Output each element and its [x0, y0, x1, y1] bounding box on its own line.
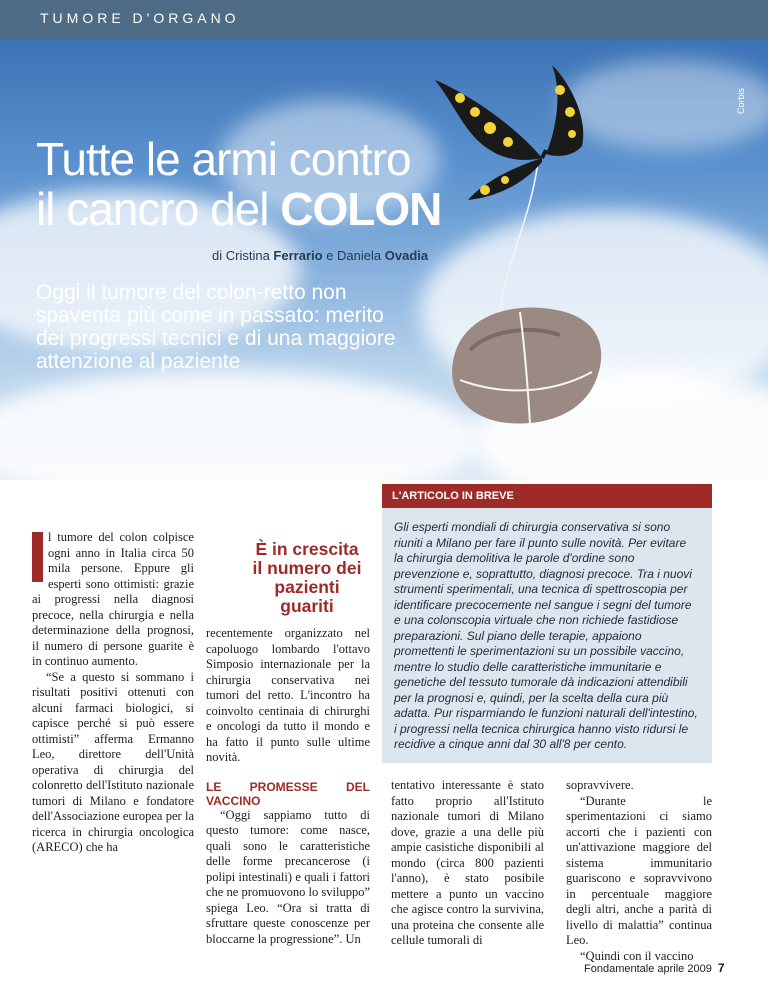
title-line-1: Tutte le armi contro — [36, 133, 411, 185]
col1-paragraph-2: “Se a questo si sommano i risultati positivi ottenuti con alcuni farmaci biologici, si capisce perché si può essere ottimisti” afferma Ermanno Leo, direttore dell'Unità operativa di chirurgia del colonretto dell'Istituto nazionale tumori di Milano e fondatore dell'Associazione europea per la ricerca in chirurgia oncologica (ARECO) che ha — [32, 669, 194, 854]
section-label: TUMORE D'ORGANO — [40, 10, 240, 26]
col1-paragraph-1-text: l tumore del colon colpisce ogni anno in Italia circa 50 mila persone. Eppure gli esperti sono ottimisti: grazie ai progressi nella diagnosi precoce, nella chirurgia e nella determinazione della prognosi, il numero di persone guarite è in continuo aumento. — [32, 530, 194, 668]
col4-paragraph-1: sopravvivere. — [566, 778, 634, 792]
title-line-2-strong: COLON — [280, 183, 442, 235]
col1-paragraph-1 — [32, 530, 194, 670]
brief-text: Gli esperti mondiali di chirurgia conservativa si sono riuniti a Milano per fare il punto sulle novità. Per evitare la chirurgia demolitiva le parole d'ordine sono prevenzione e, soprattutto, diagnosi precoce. Tra i nuovi strumenti sperimentali, una tecnica di spettroscopia per identificare precocemente nel sangue i segni del tumore e una colonscopia virtuale che non richiede fastidiose preparazioni. Sul piano delle terapie, appaiono promettenti le sperimentazioni su un possibile vaccino, mentre lo studio delle caratteristiche immunitarie e genetiche del tessuto tumorale dà indicazioni attendibili per la prognosi e, quindi, per la scelta della cura più adatta. Pur risparmiando le funzioni naturali dell'intestino, i progressi nella tecnica chirurgica hanno visto ridursi le recidive a cinque anni dal 30 all'8 per cento. — [394, 520, 698, 751]
page-footer — [584, 961, 725, 975]
subheading-vaccino: LE PROMESSE DEL VACCINO — [206, 779, 370, 808]
byline-author-2: Ovadia — [384, 248, 429, 263]
byline — [212, 248, 428, 263]
byline-joiner: e Daniela — [326, 248, 382, 263]
col2-paragraph-1 — [206, 530, 370, 766]
col2-paragraph-1-text: recentemente organizzato nel capoluogo lombardo l'ottavo Simposio internazionale per la chirurgia conservativa nei tumori del retto. L'incontro ha coinvolto centinaia di chirurghi e oncologi da tutto il mondo e ha fatto il punto sulle ultime novità. — [206, 626, 370, 764]
column-4 — [566, 778, 712, 964]
column-3 — [391, 778, 544, 949]
article-title — [36, 134, 441, 234]
butterfly-icon — [435, 65, 583, 200]
pull-quote: È in crescita il numero dei pazienti guariti — [252, 539, 362, 616]
column-1 — [32, 530, 194, 856]
page-number: 7 — [717, 961, 725, 975]
magazine-issue: Fondamentale aprile 2009 — [584, 963, 712, 975]
brief-box — [382, 508, 712, 763]
col3-paragraph-1: tentativo interessante è stato fatto proprio all'Istituto nazionale tumori di Milano dove, grazie a una delle più ampie casistiche disponibili al mondo (circa 800 pazienti l'anno), è stato posibile mettere a punto un vaccino che agisce contro la survivina, una proteina che consente alle cellule tumorali di — [391, 778, 544, 947]
dropcap-bar — [32, 532, 43, 582]
photo-credit: Corbis — [736, 87, 746, 114]
article-subtitle: Oggi il tumore del colon-retto non spaventa più come in passato: merito dei progressi tecnici e di una maggiore attenzione al paziente — [36, 281, 396, 373]
byline-author-1: Ferrario — [273, 248, 323, 263]
col4-paragraph-2: “Durante le sperimentazioni ci siamo accorti che i pazienti con un'attivazione maggiore del sistema immunitario guariscono e sopravvivono in percentuale maggiore degli altri, anche a parità di livello di malattia” continua Leo. — [566, 793, 712, 947]
col4-paragraph-3: “Quindi con il vaccino — [580, 948, 694, 963]
col2-paragraph-2: “Oggi sappiamo tutto di questo tumore: come nasce, quali sono le caratteristiche delle forme precancerose (i polipi intestinali) e quali i fattori che ne promuovono lo sviluppo” spiega Leo. “Ora si tratta di sfruttare queste conoscenze per bloccarne la progressione”. Un — [206, 807, 370, 946]
title-line-2 — [36, 184, 441, 234]
section-band — [0, 0, 768, 40]
column-2 — [206, 530, 370, 947]
byline-prefix: di Cristina — [212, 248, 270, 263]
title-line-2-regular: il cancro del — [36, 183, 269, 235]
brief-heading: L'ARTICOLO IN BREVE — [382, 484, 712, 508]
stone-icon — [452, 308, 601, 424]
